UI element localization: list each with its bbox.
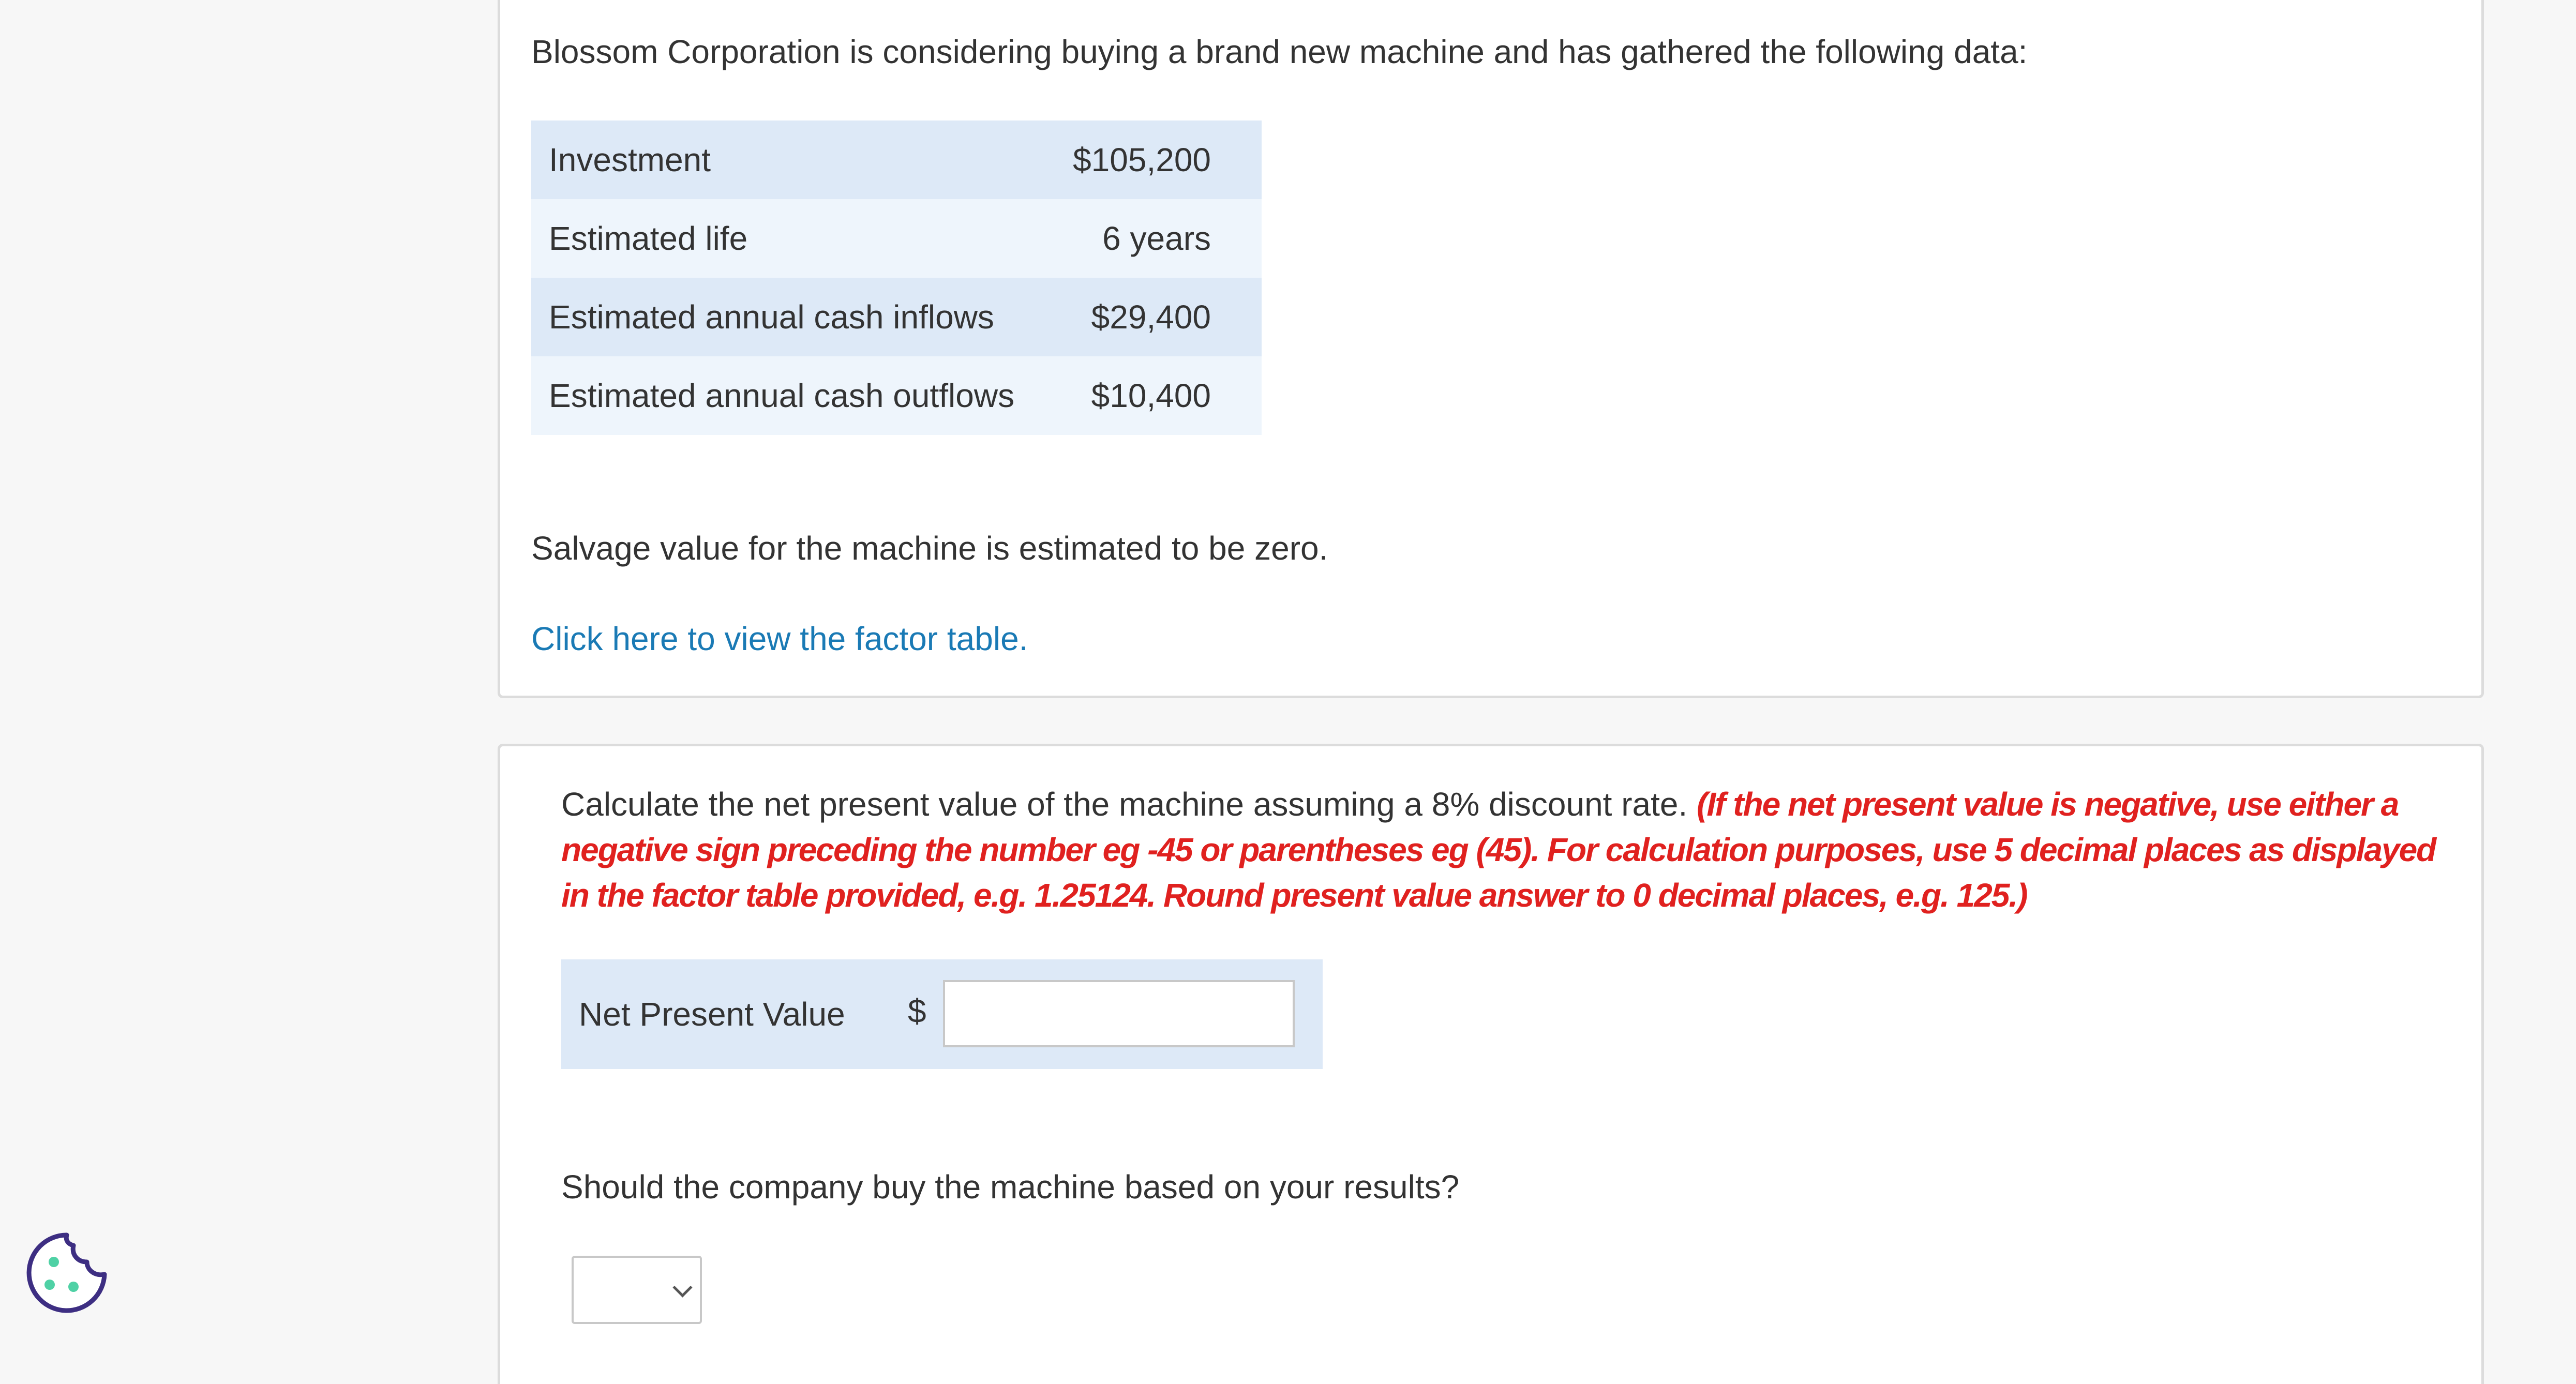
row-label: Estimated annual cash outflows — [531, 356, 1045, 435]
chevron-down-icon — [672, 1277, 692, 1297]
salvage-note: Salvage value for the machine is estimated to be zero. — [531, 530, 1328, 567]
buy-question: Should the company buy the machine based on your results? — [561, 1168, 1460, 1206]
question-prompt: Calculate the net present value of the machine assuming a 8% discount rate. — [561, 786, 1688, 823]
row-value: $10,400 — [1045, 356, 1262, 435]
npv-answer-row — [561, 959, 1323, 1069]
problem-data-panel — [498, 0, 2484, 698]
cookie-settings-button[interactable] — [24, 1230, 110, 1316]
table-row — [531, 356, 1262, 435]
row-value: $29,400 — [1045, 278, 1262, 356]
table-row — [531, 199, 1262, 278]
machine-data-table — [531, 121, 1262, 435]
question-panel — [498, 744, 2484, 1384]
problem-intro: Blossom Corporation is considering buying a brand new machine and has gathered the following data: — [531, 33, 2028, 70]
row-label: Estimated life — [531, 199, 1045, 278]
row-label: Estimated annual cash inflows — [531, 278, 1045, 356]
buy-decision-select[interactable] — [572, 1256, 702, 1324]
factor-table-link[interactable]: Click here to view the factor table. — [531, 620, 1028, 657]
question-text — [561, 781, 2465, 918]
cookie-icon — [24, 1230, 110, 1316]
table-row — [531, 121, 1262, 199]
question-instructions: (If the net present value is negative, use either a negative sign preceding the number eg -45 or parentheses eg (45). For calculation purposes, use 5 decimal places as displayed in the factor table provided, e.g. 1.25124. Round present value answer to 0 decimal places, e.g. 125.) — [561, 786, 2436, 914]
currency-symbol: $ — [908, 992, 926, 1030]
npv-input[interactable] — [943, 980, 1295, 1047]
row-label: Investment — [531, 121, 1045, 199]
row-value: $105,200 — [1045, 121, 1262, 199]
npv-label: Net Present Value — [579, 996, 845, 1033]
table-row — [531, 278, 1262, 356]
row-value: 6 years — [1045, 199, 1262, 278]
